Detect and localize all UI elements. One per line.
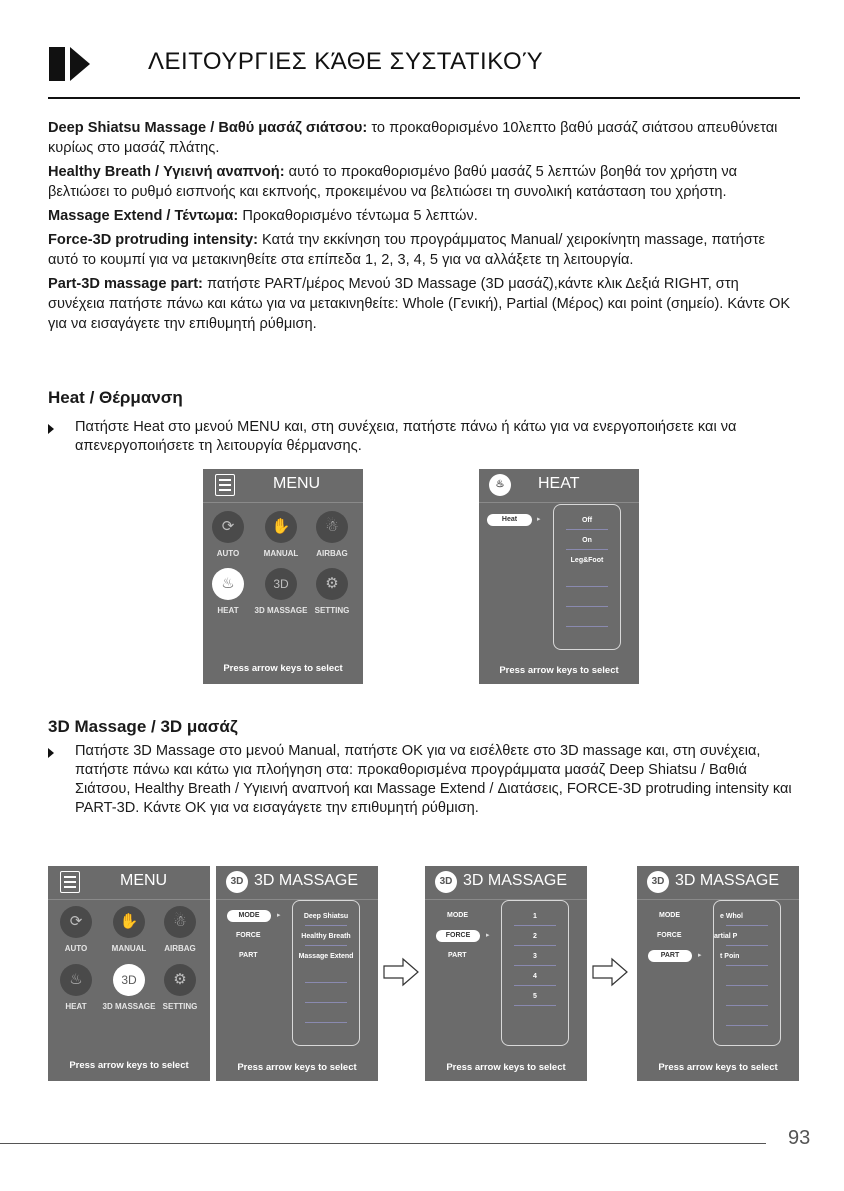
mode-options-box	[292, 900, 360, 1046]
option-divider	[566, 529, 608, 530]
screen-title: 3D MASSAGE	[675, 872, 780, 889]
screen-footer-hint: Press arrow keys to select	[69, 1060, 189, 1071]
screen-header	[637, 866, 799, 900]
airbag-icon: ☃	[316, 511, 348, 543]
screen-title: 3D MASSAGE	[254, 872, 359, 889]
caret-right-icon: ▸	[537, 516, 541, 523]
screen-footer-hint: Press arrow keys to select	[237, 1062, 357, 1073]
gear-icon: ⚙	[164, 964, 196, 996]
screen-footer-hint: Press arrow keys to select	[499, 665, 619, 676]
footer-divider	[0, 1143, 766, 1144]
screen-title: MENU	[120, 872, 168, 889]
heat-option-value[interactable]: On	[582, 537, 592, 544]
menu-tile-manual[interactable]: ✋ MANUAL	[99, 906, 159, 953]
auto-icon: ⟳	[212, 511, 244, 543]
3d-icon: 3D	[435, 871, 457, 893]
force-level-value[interactable]: 2	[533, 933, 537, 940]
heat-option-pill[interactable]: Heat	[487, 514, 532, 526]
arrow-right-icon	[592, 957, 629, 987]
option-divider	[566, 606, 608, 607]
screen-header	[203, 469, 363, 503]
caret-right-icon: ▸	[277, 912, 281, 919]
part-label[interactable]: PART	[239, 952, 258, 959]
3d-icon: 3D	[647, 871, 669, 893]
auto-icon: ⟳	[60, 906, 92, 938]
menu-screen	[203, 469, 363, 684]
3d-massage-force-screen	[425, 866, 587, 1081]
menu-list-icon	[60, 871, 80, 893]
option-divider	[305, 945, 347, 946]
menu-tile-airbag[interactable]: ☃ AIRBAG	[150, 906, 210, 953]
3d-massage-part-screen	[637, 866, 799, 1081]
manual-hand-icon: ✋	[113, 906, 145, 938]
option-divider	[305, 1022, 347, 1023]
heat-options-box	[553, 504, 621, 650]
mode-option-value[interactable]: Massage Extend	[298, 953, 354, 960]
heat-flame-icon: ♨	[212, 568, 244, 600]
force-label[interactable]: FORCE	[657, 932, 682, 939]
mode-label[interactable]: MODE	[659, 912, 680, 919]
option-divider	[726, 945, 768, 946]
menu-tile-setting[interactable]: ⚙ SETTING	[150, 964, 210, 1011]
screen-footer-hint: Press arrow keys to select	[446, 1062, 566, 1073]
option-divider	[305, 982, 347, 983]
mode-option-value[interactable]: Healthy Breath	[301, 933, 351, 940]
intro-paragraph: Part-3D massage part: πατήστε PART/μέρος Μενού 3D Massage (3D μασάζ),κάντε κλικ Δεξιά RIGHT, στη συνέχεια πατήστε πάνω και κάτω για να μετακινηθείτε: Whole (Γενική), Partial (Μέρος) και point (σημείο). Κάντε OK για να εισαγάγετε την επιθυμητή ρύθμιση.	[48, 276, 791, 332]
caret-right-icon: ▸	[698, 952, 702, 959]
option-divider	[305, 1002, 347, 1003]
screen-header	[425, 866, 587, 900]
heat-section-title: Heat / Θέρμανση	[48, 388, 183, 407]
heat-flame-icon: ♨	[60, 964, 92, 996]
menu-tile-auto[interactable]: ⟳ AUTO	[203, 511, 258, 558]
mode-option-value[interactable]: Deep Shiatsu	[303, 913, 349, 920]
part-option-value[interactable]: e Whol	[720, 913, 743, 920]
intro-paragraph: Force-3D protruding intensity: Κατά την εκκίνηση του προγράμματος Manual/ χειροκίνητη massage, πατήστε αυτό το κουμπί για να μετακινηθείτε στα επίπεδα 1, 2, 3, 4, 5 για να αλλάξετε τη λειτουργία.	[48, 232, 765, 268]
force-level-value[interactable]: 3	[533, 953, 537, 960]
option-divider	[726, 1005, 768, 1006]
menu-screen	[48, 866, 210, 1081]
option-divider	[514, 965, 556, 966]
arrow-right-icon	[383, 957, 420, 987]
part-pill[interactable]: PART	[648, 950, 692, 962]
heat-option-value[interactable]: Leg&Foot	[570, 557, 604, 564]
heat-screen	[479, 469, 639, 684]
option-divider	[566, 626, 608, 627]
intro-paragraph: Healthy Breath / Υγιεινή αναπνοή: αυτό το προκαθορισμένο βαθύ μασάζ 5 λεπτών βοηθά τον χρήστη να βελτιώσει το ρυθμό εισπνοής και εκπνοής, προκειμένου να βελτιώσει τη συνολική κατάσταση του χρήστη.	[48, 164, 738, 200]
menu-tile-3d-massage[interactable]: 3D 3D MASSAGE	[99, 964, 159, 1011]
manual-hand-icon: ✋	[265, 511, 297, 543]
bullet-icon	[48, 424, 54, 434]
part-options-box	[713, 900, 781, 1046]
part-option-value[interactable]: artial P	[714, 933, 738, 940]
option-divider	[566, 586, 608, 587]
screen-title: HEAT	[538, 475, 580, 492]
page-title: ΛΕΙΤΟΥΡΓΙΕΣ ΚΆΘΕ ΣΥΣΤΑΤΙΚΟΎ	[148, 48, 544, 75]
caret-right-icon: ▸	[486, 932, 490, 939]
force-level-value[interactable]: 1	[533, 913, 537, 920]
mode-label[interactable]: MODE	[447, 912, 468, 919]
3d-massage-mode-screen	[216, 866, 378, 1081]
option-divider	[726, 1025, 768, 1026]
menu-tile-3d-massage[interactable]: 3D 3D MASSAGE	[251, 568, 311, 615]
menu-tile-manual[interactable]: ✋ MANUAL	[251, 511, 311, 558]
3d-icon: 3D	[265, 568, 297, 600]
option-divider	[726, 925, 768, 926]
3d-icon: 3D	[226, 871, 248, 893]
bullet-icon	[48, 748, 54, 758]
screen-footer-hint: Press arrow keys to select	[658, 1062, 778, 1073]
menu-tile-heat[interactable]: ♨ HEAT	[48, 964, 106, 1011]
menu-tile-airbag[interactable]: ☃ AIRBAG	[302, 511, 362, 558]
3d-section-title: 3D Massage / 3D μασάζ	[48, 717, 238, 736]
option-divider	[305, 925, 347, 926]
airbag-icon: ☃	[164, 906, 196, 938]
option-divider	[514, 945, 556, 946]
screen-title: MENU	[273, 475, 321, 492]
force-level-value[interactable]: 5	[533, 993, 537, 1000]
heat-bullet-text: Πατήστε Heat στο μενού MENU και, στη συνέχεια, πατήστε πάνω ή κάτω για να ενεργοποιήσετε και να απενεργοποιήσετε τη λειτουργία θέρμανσης.	[75, 419, 737, 454]
option-divider	[726, 965, 768, 966]
screen-header	[48, 866, 210, 900]
force-pill[interactable]: FORCE	[436, 930, 480, 942]
screen-header	[479, 469, 639, 503]
menu-list-icon	[215, 474, 235, 496]
page-number: 93	[788, 1127, 811, 1149]
menu-tile-setting[interactable]: ⚙ SETTING	[302, 568, 362, 615]
intro-paragraph: Deep Shiatsu Massage / Βαθύ μασάζ σιάτσου: το προκαθορισμένο 10λεπτο βαθύ μασάζ σιάτσου απευθύνεται κυρίως στο μασάζ πλάτης.	[48, 120, 778, 156]
gear-icon: ⚙	[316, 568, 348, 600]
screen-title: 3D MASSAGE	[463, 872, 568, 889]
part-label[interactable]: PART	[448, 952, 467, 959]
menu-tile-heat[interactable]: ♨ HEAT	[203, 568, 258, 615]
3d-icon: 3D	[113, 964, 145, 996]
mode-pill[interactable]: MODE	[227, 910, 271, 922]
header-divider	[48, 97, 800, 99]
option-divider	[514, 1005, 556, 1006]
3d-bullet-text: Πατήστε 3D Massage στο μενού Manual, πατήστε OK για να εισέλθετε στο 3D massage και, στη συνέχεια, πατήστε πάνω και κάτω για πλοήγηση στα: προκαθορισμένα προγράμματα μασάζ Deep Shiatsu / Βαθιά Σιάτσου, Healthy Breath / Υγιεινή αναπνοή και Massage Extend / Διατάσεις, FORCE-3D protruding intensity και PART-3D. Κάντε OK για να εισαγάγετε την επιθυμητή ρύθμιση.	[75, 743, 792, 816]
heat-flame-icon: ♨	[489, 474, 511, 496]
part-option-value[interactable]: t Poin	[720, 953, 740, 960]
force-options-box	[501, 900, 569, 1046]
option-divider	[514, 985, 556, 986]
force-level-value[interactable]: 4	[533, 973, 537, 980]
heat-option-value[interactable]: Off	[581, 517, 593, 524]
option-divider	[566, 549, 608, 550]
intro-block	[48, 118, 800, 338]
screen-header	[216, 866, 378, 900]
intro-paragraph: Massage Extend / Τέντωμα: Προκαθορισμένο τέντωμα 5 λεπτών.	[48, 208, 478, 224]
menu-tile-auto[interactable]: ⟳ AUTO	[48, 906, 106, 953]
option-divider	[726, 985, 768, 986]
force-label[interactable]: FORCE	[236, 932, 261, 939]
option-divider	[514, 925, 556, 926]
screen-footer-hint: Press arrow keys to select	[223, 663, 343, 674]
